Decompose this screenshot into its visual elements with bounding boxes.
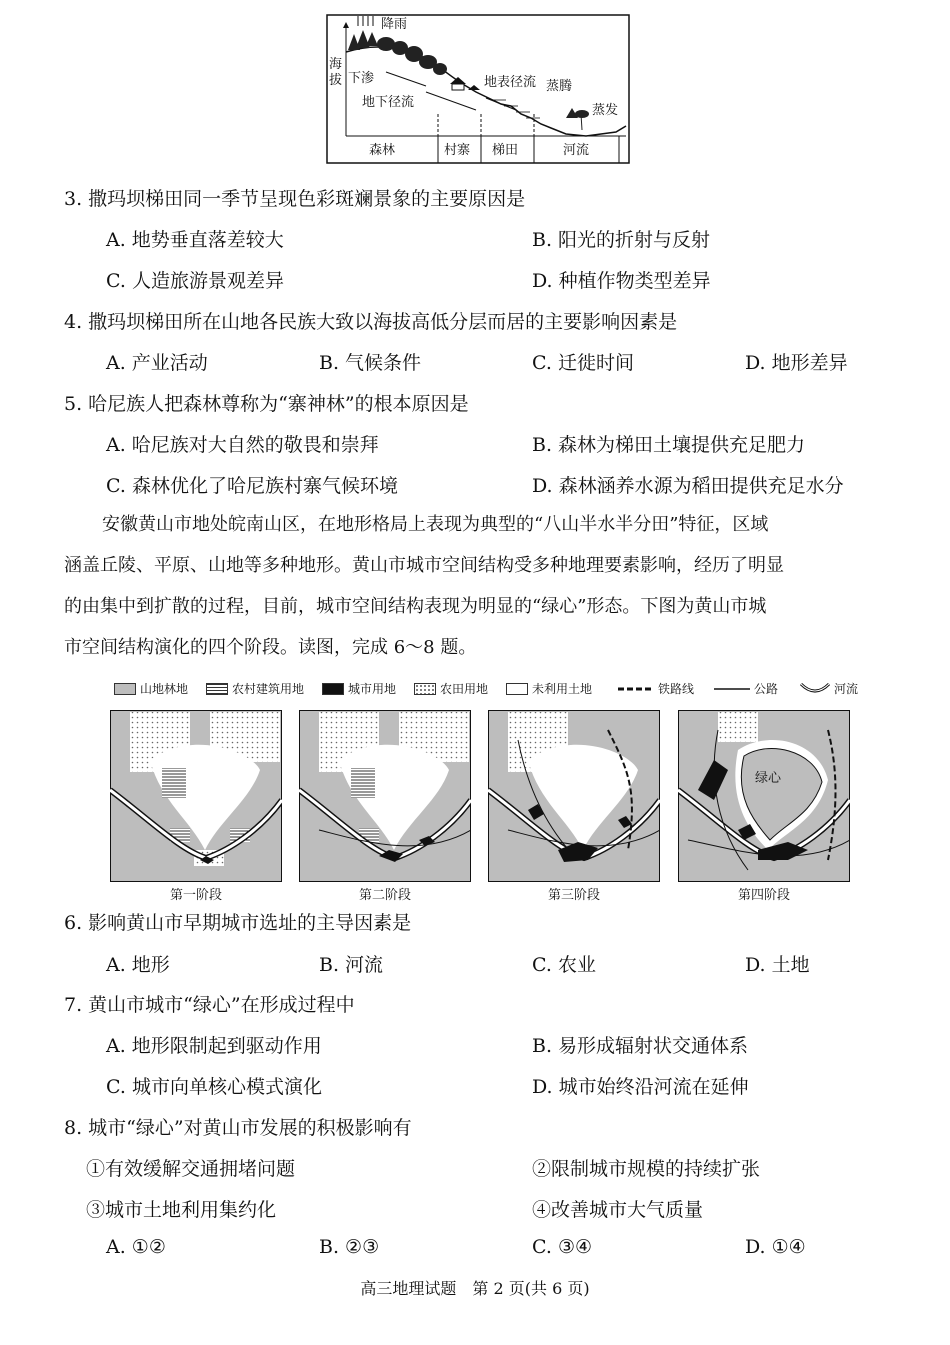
q6-option-d[interactable]: D. 土地 bbox=[745, 954, 810, 976]
q8-statement-4: ④改善城市大气质量 bbox=[532, 1199, 704, 1221]
legend-urban: 城市用地 bbox=[322, 680, 396, 697]
q5-option-c[interactable]: C. 森林优化了哈尼族村寨气候环境 bbox=[106, 475, 398, 497]
stage-2-label: 第二阶段 bbox=[358, 888, 411, 903]
legend-railway: 铁路线 bbox=[658, 682, 695, 696]
page-footer: 高三地理试题 第 2 页(共 6 页) bbox=[360, 1279, 590, 1298]
stage-4-map bbox=[678, 710, 850, 882]
passage-line-1: 安徽黄山市地处皖南山区，在地形格局上表现为典型的“八山半水半分田”特征，区域 bbox=[102, 514, 769, 535]
stage-1-label: 第一阶段 bbox=[169, 888, 222, 903]
legend-mountain-forest: 山地林地 bbox=[114, 680, 188, 697]
q8-option-a[interactable]: A. ①② bbox=[106, 1236, 166, 1258]
label-surface-runoff: 地表径流 bbox=[484, 75, 537, 90]
q6-option-a[interactable]: A. 地形 bbox=[106, 954, 170, 976]
legend-unused: 未利用土地 bbox=[506, 680, 592, 697]
q7-option-a[interactable]: A. 地形限制起到驱动作用 bbox=[106, 1035, 322, 1057]
q7-option-b[interactable]: B. 易形成辐射状交通体系 bbox=[532, 1035, 749, 1057]
hydrology-diagram bbox=[326, 14, 630, 164]
label-evaporation: 蒸发 bbox=[592, 103, 619, 118]
zone-village: 村寨 bbox=[444, 143, 471, 158]
question-5-stem: 5. 哈尼族人把森林尊称为“寨神林”的根本原因是 bbox=[64, 393, 469, 415]
stage-2-map bbox=[299, 710, 471, 882]
label-altitude-1: 海 bbox=[329, 57, 343, 72]
q3-option-c[interactable]: C. 人造旅游景观差异 bbox=[106, 270, 284, 292]
label-infiltration: 下渗 bbox=[348, 71, 375, 86]
q5-option-d[interactable]: D. 森林涵养水源为稻田提供充足水分 bbox=[532, 475, 844, 497]
passage bbox=[64, 504, 892, 668]
question-3-stem: 3. 撒玛坝梯田同一季节呈现色彩斑斓景象的主要原因是 bbox=[64, 188, 526, 210]
q8-statement-2: ②限制城市规模的持续扩张 bbox=[532, 1158, 761, 1180]
green-core-label: 绿心 bbox=[754, 771, 782, 786]
q8-option-b[interactable]: B. ②③ bbox=[319, 1236, 380, 1258]
label-transpiration: 蒸腾 bbox=[546, 79, 573, 94]
q4-option-d[interactable]: D. 地形差异 bbox=[745, 352, 848, 374]
q8-option-c[interactable]: C. ③④ bbox=[532, 1236, 593, 1258]
stage-3-label: 第三阶段 bbox=[547, 888, 600, 903]
passage-line-2: 涵盖丘陵、平原、山地等多种地形。黄山市城市空间结构受多种地理要素影响，经历了明显 bbox=[64, 555, 784, 576]
question-7-stem: 7. 黄山市城市“绿心”在形成过程中 bbox=[64, 994, 355, 1016]
question-6-stem: 6. 影响黄山市早期城市选址的主导因素是 bbox=[64, 912, 412, 934]
q4-option-c[interactable]: C. 迁徙时间 bbox=[532, 352, 634, 374]
q4-option-a[interactable]: A. 产业活动 bbox=[106, 352, 208, 374]
q8-statement-1: ①有效缓解交通拥堵问题 bbox=[86, 1158, 296, 1180]
q7-option-d[interactable]: D. 城市始终沿河流在延伸 bbox=[532, 1076, 749, 1098]
q6-option-b[interactable]: B. 河流 bbox=[319, 954, 384, 976]
q5-option-b[interactable]: B. 森林为梯田土壤提供充足肥力 bbox=[532, 434, 806, 456]
passage-line-4: 市空间结构演化的四个阶段。读图，完成 6～8 题。 bbox=[64, 637, 477, 658]
zone-river: 河流 bbox=[563, 143, 590, 158]
q4-option-b[interactable]: B. 气候条件 bbox=[319, 352, 422, 374]
legend-river: 河流 bbox=[800, 680, 858, 697]
q3-option-d[interactable]: D. 种植作物类型差异 bbox=[532, 270, 711, 292]
stage-3-map bbox=[488, 710, 660, 882]
q6-option-c[interactable]: C. 农业 bbox=[532, 954, 596, 976]
q7-option-c[interactable]: C. 城市向单核心模式演化 bbox=[106, 1076, 322, 1098]
q3-option-a[interactable]: A. 地势垂直落差较大 bbox=[106, 229, 284, 251]
legend-highway: 公路 bbox=[754, 682, 779, 696]
zone-terrace: 梯田 bbox=[492, 143, 519, 158]
map-legend bbox=[110, 680, 870, 700]
q8-option-d[interactable]: D. ①④ bbox=[745, 1236, 806, 1258]
question-4-stem: 4. 撒玛坝梯田所在山地各民族大致以海拔高低分层而居的主要影响因素是 bbox=[64, 311, 678, 333]
q5-option-a[interactable]: A. 哈尼族对大自然的敬畏和崇拜 bbox=[106, 434, 379, 456]
legend-farmland: 农田用地 bbox=[414, 680, 488, 697]
zone-forest: 森林 bbox=[369, 143, 396, 158]
q3-option-b[interactable]: B. 阳光的折射与反射 bbox=[532, 229, 711, 251]
label-altitude-2: 拔 bbox=[329, 73, 343, 88]
stage-4-label: 第四阶段 bbox=[737, 888, 790, 903]
label-rain: 降雨 bbox=[381, 17, 408, 32]
question-8-stem: 8. 城市“绿心”对黄山市发展的积极影响有 bbox=[64, 1117, 412, 1139]
label-groundwater: 地下径流 bbox=[362, 95, 415, 110]
passage-line-3: 的由集中到扩散的过程，目前，城市空间结构表现为明显的“绿心”形态。下图为黄山市城 bbox=[64, 596, 767, 617]
q8-statement-3: ③城市土地利用集约化 bbox=[86, 1199, 277, 1221]
stage-1-map bbox=[110, 710, 282, 882]
legend-rural-building: 农村建筑用地 bbox=[206, 680, 304, 697]
